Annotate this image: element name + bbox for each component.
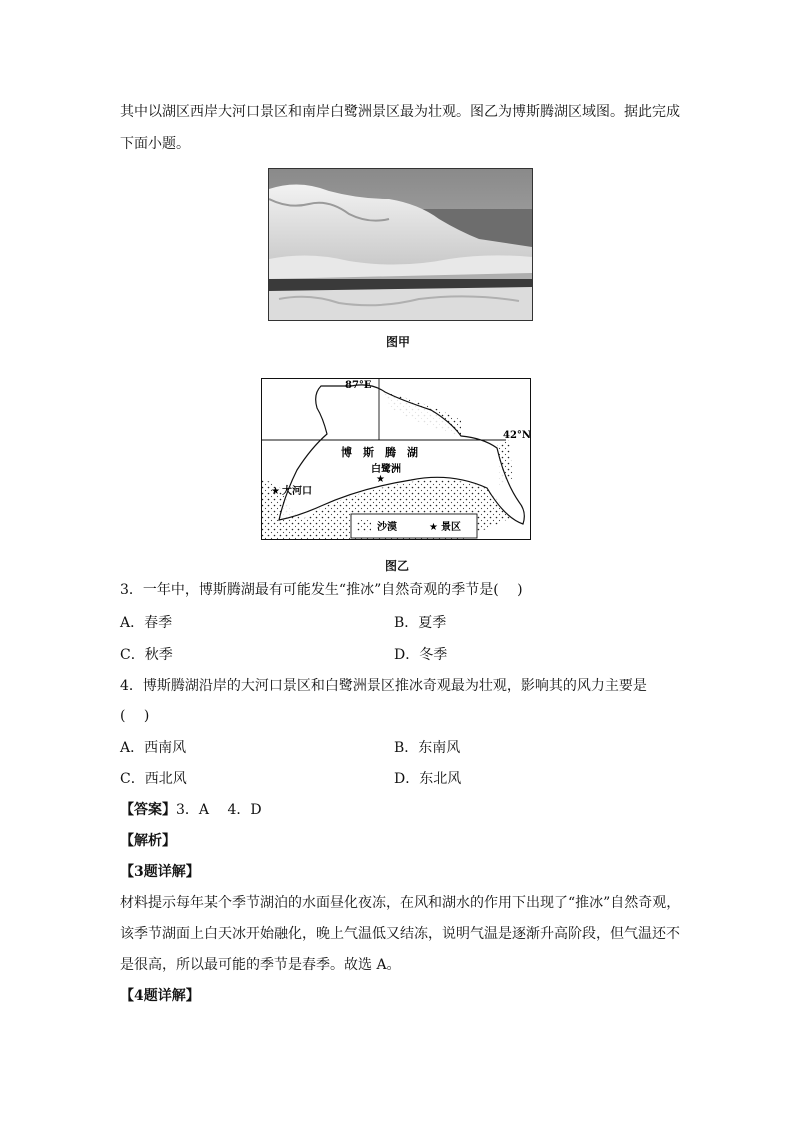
latitude-label: 42°N <box>503 430 531 441</box>
longitude-label: 87°E <box>345 380 372 391</box>
dahekou-label: 大河口 <box>282 486 312 497</box>
q3-option-b: B．夏季 <box>394 615 447 631</box>
q4-option-a: A．西南风 <box>120 740 187 756</box>
detail3-label: 【3题详解】 <box>120 864 200 880</box>
q3-option-a: A．春季 <box>120 615 173 631</box>
q4-stem-line-1: 4．博斯腾湖沿岸的大河口景区和白鹭洲景区推冰奇观最为壮观，影响其的风力主要是 <box>120 678 647 694</box>
legend-desert-label: 沙漠 <box>377 522 397 533</box>
detail3-line-2: 该季节湖面上白天冰开始融化，晚上气温低又结冻，说明气温是逐渐升高阶段，但气温还不 <box>120 926 680 942</box>
detail3-line-3: 是很高，所以最可能的季节是春季。故选 A。 <box>120 957 401 973</box>
ice-push-photo <box>268 168 533 321</box>
legend-scenic-label: 景区 <box>441 522 461 533</box>
q4-option-d: D．东北风 <box>394 771 462 787</box>
q4-stem-line-2: ( ) <box>120 708 150 724</box>
figure-b-caption: 图乙 <box>385 559 410 573</box>
lake-name-label: 博 斯 腾 湖 <box>341 446 418 459</box>
detail4-label: 【4题详解】 <box>120 988 200 1004</box>
answer-text: 3．A 4．D <box>176 802 262 818</box>
q4-option-b: B．东南风 <box>394 740 461 756</box>
detail3-line-1: 材料提示每年某个季节湖泊的水面昼化夜冻，在风和湖水的作用下出现了“推冰”自然奇观， <box>120 895 681 911</box>
q3-option-c: C．秋季 <box>120 647 173 663</box>
bailuzhou-star-icon: ★ <box>376 474 385 485</box>
analysis-label: 【解析】 <box>120 833 176 849</box>
legend-star-icon: ★ <box>429 522 438 533</box>
answer-line <box>120 800 262 820</box>
q4-option-c: C．西北风 <box>120 771 187 787</box>
bosten-lake-map <box>261 378 531 540</box>
bailuzhou-label: 白鹭洲 <box>371 464 401 475</box>
answer-label: 【答案】 <box>120 802 176 818</box>
q3-option-d: D．冬季 <box>394 647 448 663</box>
intro-line-2: 下面小题。 <box>120 136 190 152</box>
dahekou-star-icon: ★ <box>271 486 280 497</box>
intro-line-1: 其中以湖区西岸大河口景区和南岸白鹭洲景区最为壮观。图乙为博斯腾湖区域图。据此完成 <box>120 104 680 120</box>
q3-stem: 3．一年中，博斯腾湖最有可能发生“推冰”自然奇观的季节是( ) <box>120 582 523 598</box>
figure-a-caption: 图甲 <box>386 335 411 349</box>
